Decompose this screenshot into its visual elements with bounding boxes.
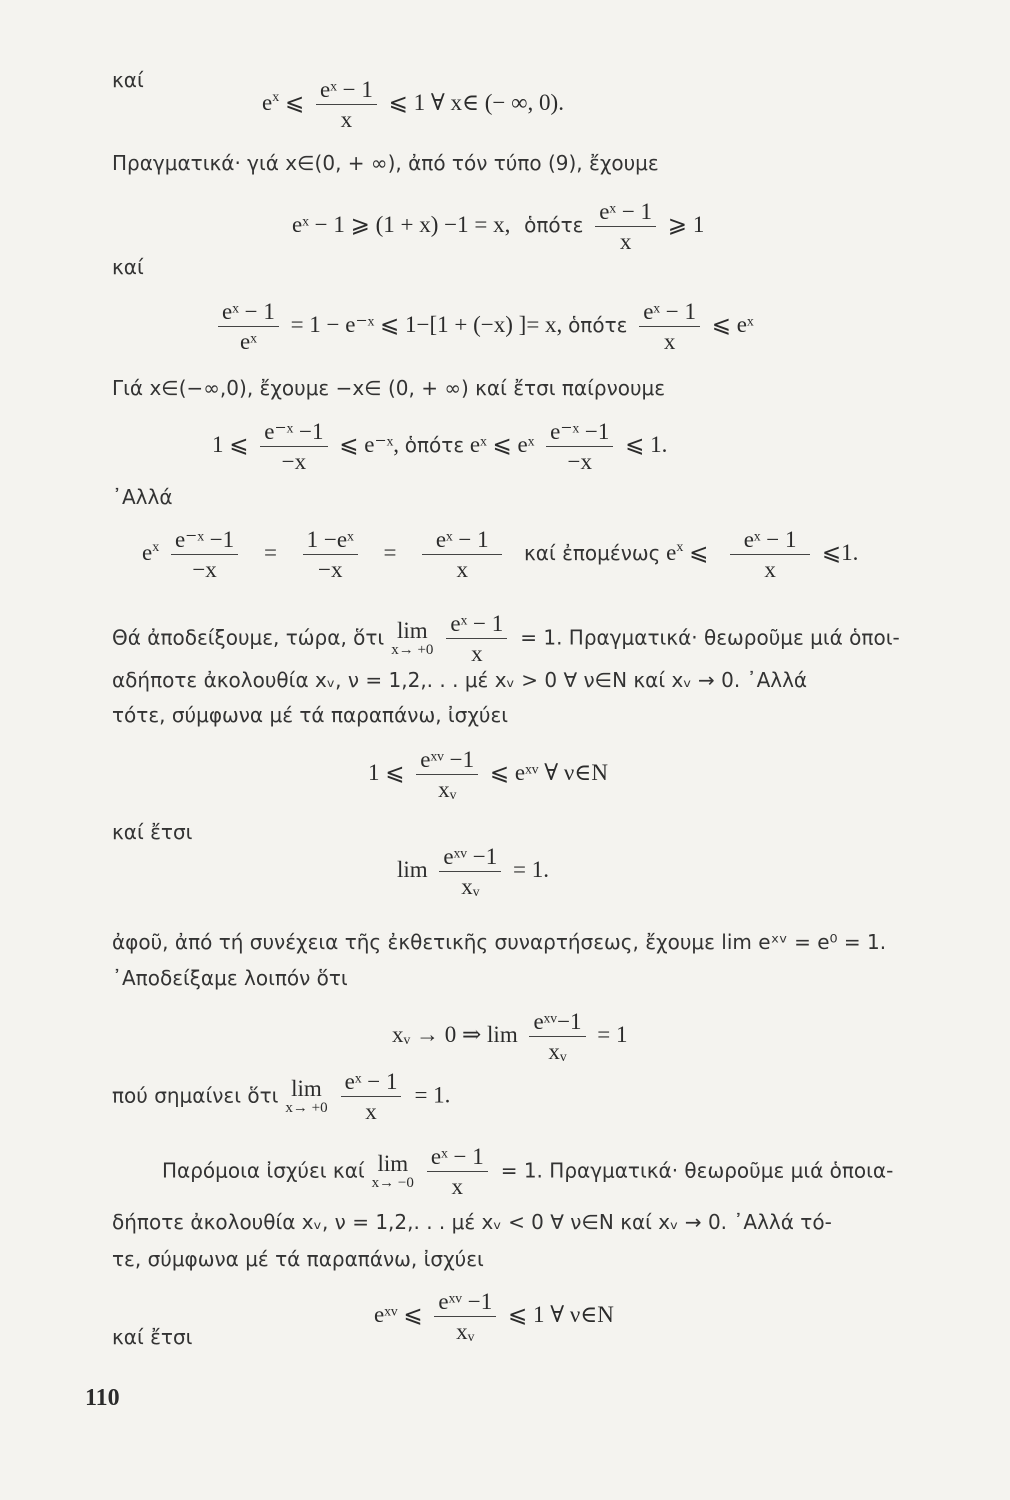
- lim-under: x→ +0: [391, 642, 434, 658]
- word-opote: ὁπότε: [524, 212, 584, 237]
- eq3-right: ⩽ eˣ: [711, 311, 754, 337]
- lim-word: lim: [377, 1151, 409, 1176]
- text-kai-1: καί: [112, 68, 144, 92]
- paragraph-line-19: [112, 1070, 450, 1123]
- frac-num: eˣ − 1: [218, 300, 279, 327]
- eq9-a: eˣᵛ ⩽: [374, 1301, 423, 1327]
- eq2-right: ⩾ 1: [667, 211, 705, 237]
- word-kai-epomenos: καί ἐπομένως: [523, 540, 661, 565]
- eq9-b: ⩽ 1 ∀ ν∈N: [507, 1301, 614, 1327]
- eq4-b: ⩽ e⁻ˣ,: [339, 431, 400, 457]
- word-opote: ὁπότε: [568, 312, 628, 337]
- paragraph-line-10: [112, 612, 900, 665]
- l20-text-b: = 1. Πραγματικά· θεωροῦμε μιά ὁποια-: [500, 1158, 894, 1183]
- lim-word: lim: [291, 1076, 322, 1101]
- equation-1: $e^x$ ⩽ $\frac{\text{eˣ − 1}}{x}$ ⩽ 1 ∀ x∈ (− ∞, 0).: [262, 77, 564, 132]
- l10-text: Θά ἀποδείξουμε, τώρα, ὅτι: [112, 625, 385, 650]
- frac-num: e⁻ˣ −1: [260, 420, 327, 447]
- frac-den: xᵥ: [456, 1319, 475, 1344]
- frac-den: x: [471, 641, 483, 666]
- frac-den: x: [456, 557, 468, 582]
- frac-den: xᵥ: [548, 1039, 567, 1064]
- text-kai-etsi-1: καί ἔτσι: [112, 820, 193, 844]
- text-kai-etsi-2: καί ἔτσι: [112, 1325, 193, 1349]
- frac-num: eˣ − 1: [427, 1145, 488, 1172]
- lim-word: lim: [397, 856, 428, 882]
- frac-den: eˣ: [239, 329, 257, 354]
- eq7-b: = 1.: [513, 856, 549, 882]
- frac-den: x: [451, 1174, 464, 1199]
- eq4-d: ⩽ 1.: [625, 431, 668, 457]
- l19-text: πού σημαίνει ὅτι: [112, 1083, 279, 1108]
- equation-3: [212, 300, 754, 353]
- frac-num: eˣ − 1: [341, 1070, 402, 1097]
- text-kai-2: καί: [112, 255, 144, 279]
- paragraph-line-21: δήποτε ἀκολουθία xᵥ, ν = 1,2,. . . μέ xᵥ < 0 ∀ ν∈N καί xᵥ → 0. ᾿Αλλά τό-: [112, 1210, 832, 1234]
- eq2-left: eˣ − 1 ⩾ (1 + x) −1 = x,: [292, 211, 511, 237]
- frac-den: x: [365, 1099, 377, 1124]
- paragraph-line-16: ἀφοῦ, ἀπό τή συνέχεια τῆς ἐκθετικῆς συναρτήσεως, ἔχουμε lim eˣᵛ = e⁰ = 1.: [112, 930, 887, 954]
- lim-under: x→ +0: [285, 1100, 328, 1116]
- lim-word: lim: [396, 618, 428, 643]
- paragraph-line-6: Γιά x∈(−∞,0), ἔχουμε −x∈ (0, + ∞) καί ἔτσι παίρνουμε: [112, 376, 666, 400]
- frac-den: xᵥ: [438, 777, 457, 802]
- frac-den: −x: [281, 449, 307, 474]
- equation-5: $e^x$ $\frac{\text{e⁻ˣ −1}}{-x}$ = $\frac{\text{1 −eˣ}}{-x}$ = $\frac{\text{eˣ − 1}}{x}$ καί ἐπομένως $e^x$ ⩽ $\frac{\text{eˣ − 1}}{x}$ ⩽1.: [142, 527, 859, 582]
- paragraph-line-20: [162, 1145, 893, 1198]
- frac-num: eˣ − 1: [422, 528, 502, 555]
- frac-den: −x: [192, 557, 217, 582]
- l19-b: = 1.: [414, 1082, 451, 1108]
- equation-4: [212, 420, 667, 473]
- word-opote: ὁπότε: [404, 432, 465, 457]
- lim-under: x→ −0: [371, 1175, 414, 1191]
- paragraph-line-2: Πραγματικά· γιά x∈(0, + ∞), ἀπό τόν τύπο (9), ἔχουμε: [112, 151, 659, 175]
- paragraph-line-17: ᾿Αποδείξαμε λοιπόν ὅτι: [112, 966, 348, 990]
- eq5-tail: ⩽1.: [821, 539, 859, 565]
- eq6-a: 1 ⩽: [368, 759, 405, 785]
- frac-num: 1 −eˣ: [303, 528, 358, 555]
- l20-text: Παρόμοια ἰσχύει καί: [162, 1158, 365, 1183]
- text-alla-1: ᾿Αλλά: [112, 485, 173, 509]
- frac-den: x: [663, 329, 676, 354]
- frac-num: eˣ − 1: [595, 200, 656, 227]
- eq3-mid: = 1 − e⁻ˣ ⩽ 1−[1 + (−x) ]= x,: [290, 311, 563, 337]
- eq4-a: 1 ⩽: [212, 431, 249, 457]
- paragraph-line-12: τότε, σύμφωνα μέ τά παραπάνω, ἰσχύει: [112, 703, 509, 727]
- equation-9: [374, 1290, 614, 1343]
- frac-num: e⁻ˣ −1: [171, 528, 238, 555]
- equation-2: [292, 200, 704, 253]
- paragraph-line-11: αδήποτε ἀκολουθία xᵥ, ν = 1,2,. . . μέ xᵥ > 0 ∀ ν∈N καί xᵥ → 0. ᾿Αλλά: [112, 668, 808, 692]
- frac-num: eˣᵛ −1: [439, 845, 501, 872]
- frac-den: −x: [317, 557, 343, 582]
- eq4-c: eˣ ⩽ eˣ: [469, 431, 535, 457]
- eq8-b: = 1: [597, 1021, 628, 1047]
- page-number: 110: [85, 1385, 120, 1411]
- frac-num: e⁻ˣ −1: [546, 420, 613, 447]
- frac-den: xᵥ: [461, 874, 480, 899]
- eq6-b: ⩽ eˣᵛ ∀ ν∈N: [489, 759, 608, 785]
- frac-den: −x: [567, 449, 592, 474]
- eq8-a: xᵥ → 0 ⇒ lim: [392, 1021, 518, 1047]
- frac-den: x: [619, 229, 632, 254]
- frac-num: eˣ − 1: [639, 300, 700, 327]
- equation-6: [368, 748, 608, 801]
- frac-num: eˣᵛ−1: [529, 1010, 585, 1037]
- frac-num: eˣᵛ −1: [416, 748, 478, 775]
- paragraph-line-22: τε, σύμφωνα μέ τά παραπάνω, ἰσχύει: [112, 1247, 484, 1271]
- frac-den: x: [764, 557, 776, 582]
- frac-den: x: [340, 107, 353, 132]
- equation-8: [392, 1010, 628, 1063]
- frac-num: eˣ − 1: [316, 78, 377, 105]
- equation-7: [397, 845, 549, 898]
- frac-num: eˣ − 1: [730, 528, 810, 555]
- l10-text-b: = 1. Πραγματικά· θεωροῦμε μιά ὁποι-: [520, 625, 900, 650]
- frac-num: eˣᵛ −1: [434, 1290, 496, 1317]
- frac-num: eˣ − 1: [446, 612, 507, 639]
